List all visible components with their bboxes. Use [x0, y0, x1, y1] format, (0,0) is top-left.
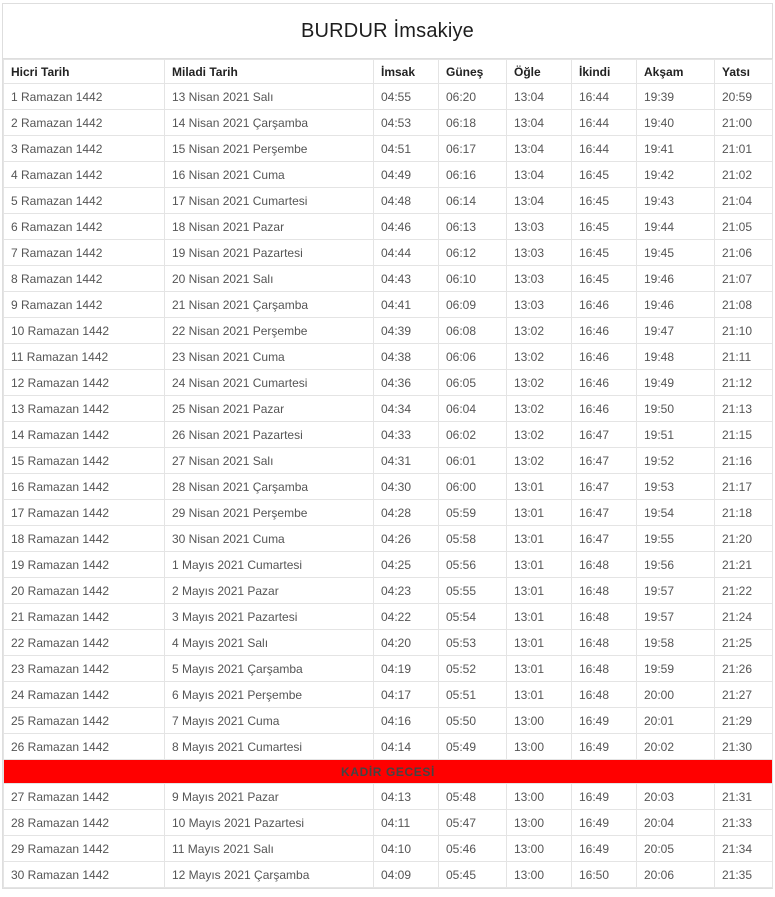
column-header-hicri-tarih: Hicri Tarih [4, 60, 165, 84]
kadir-gecesi-banner-row [4, 760, 773, 784]
imsak-cell: 04:49 [374, 162, 439, 188]
imsak-cell: 04:26 [374, 526, 439, 552]
table-row [4, 656, 773, 682]
ikindi-cell: 16:46 [572, 292, 637, 318]
yatsi-cell: 21:26 [715, 656, 773, 682]
column-header-aksam: Akşam [637, 60, 715, 84]
yatsi-cell: 21:25 [715, 630, 773, 656]
miladi-tarih-cell: 16 Nisan 2021 Cuma [165, 162, 374, 188]
gunes-cell: 05:45 [439, 862, 507, 888]
imsak-cell: 04:44 [374, 240, 439, 266]
imsak-cell: 04:11 [374, 810, 439, 836]
table-row [4, 500, 773, 526]
imsak-cell: 04:20 [374, 630, 439, 656]
gunes-cell: 05:52 [439, 656, 507, 682]
yatsi-cell: 21:15 [715, 422, 773, 448]
yatsi-cell: 21:04 [715, 188, 773, 214]
table-row [4, 240, 773, 266]
hicri-tarih-cell: 4 Ramazan 1442 [4, 162, 165, 188]
ogle-cell: 13:04 [507, 188, 572, 214]
ikindi-cell: 16:46 [572, 396, 637, 422]
gunes-cell: 06:20 [439, 84, 507, 110]
ogle-cell: 13:02 [507, 318, 572, 344]
imsak-cell: 04:22 [374, 604, 439, 630]
table-row [4, 682, 773, 708]
imsak-cell: 04:10 [374, 836, 439, 862]
ogle-cell: 13:01 [507, 630, 572, 656]
miladi-tarih-cell: 24 Nisan 2021 Cumartesi [165, 370, 374, 396]
yatsi-cell: 21:00 [715, 110, 773, 136]
miladi-tarih-cell: 11 Mayıs 2021 Salı [165, 836, 374, 862]
miladi-tarih-cell: 5 Mayıs 2021 Çarşamba [165, 656, 374, 682]
aksam-cell: 19:43 [637, 188, 715, 214]
hicri-tarih-cell: 22 Ramazan 1442 [4, 630, 165, 656]
miladi-tarih-cell: 17 Nisan 2021 Cumartesi [165, 188, 374, 214]
ogle-cell: 13:00 [507, 836, 572, 862]
ogle-cell: 13:00 [507, 734, 572, 760]
ogle-cell: 13:02 [507, 344, 572, 370]
kadir-gecesi-label: KADİR GECESİ [4, 760, 773, 784]
hicri-tarih-cell: 11 Ramazan 1442 [4, 344, 165, 370]
table-row [4, 84, 773, 110]
ikindi-cell: 16:44 [572, 84, 637, 110]
gunes-cell: 06:13 [439, 214, 507, 240]
hicri-tarih-cell: 10 Ramazan 1442 [4, 318, 165, 344]
gunes-cell: 05:50 [439, 708, 507, 734]
table-row [4, 630, 773, 656]
miladi-tarih-cell: 10 Mayıs 2021 Pazartesi [165, 810, 374, 836]
hicri-tarih-cell: 26 Ramazan 1442 [4, 734, 165, 760]
ikindi-cell: 16:44 [572, 110, 637, 136]
ikindi-cell: 16:48 [572, 682, 637, 708]
ikindi-cell: 16:45 [572, 240, 637, 266]
ogle-cell: 13:04 [507, 84, 572, 110]
yatsi-cell: 21:05 [715, 214, 773, 240]
ikindi-cell: 16:45 [572, 188, 637, 214]
aksam-cell: 19:47 [637, 318, 715, 344]
ogle-cell: 13:01 [507, 656, 572, 682]
miladi-tarih-cell: 6 Mayıs 2021 Perşembe [165, 682, 374, 708]
ogle-cell: 13:01 [507, 604, 572, 630]
ikindi-cell: 16:47 [572, 500, 637, 526]
ogle-cell: 13:01 [507, 682, 572, 708]
imsakiye-widget [2, 3, 773, 889]
ogle-cell: 13:01 [507, 552, 572, 578]
aksam-cell: 19:40 [637, 110, 715, 136]
gunes-cell: 06:05 [439, 370, 507, 396]
imsak-cell: 04:09 [374, 862, 439, 888]
miladi-tarih-cell: 26 Nisan 2021 Pazartesi [165, 422, 374, 448]
ikindi-cell: 16:46 [572, 344, 637, 370]
aksam-cell: 19:39 [637, 84, 715, 110]
miladi-tarih-cell: 22 Nisan 2021 Perşembe [165, 318, 374, 344]
table-row [4, 810, 773, 836]
imsak-cell: 04:13 [374, 784, 439, 810]
gunes-cell: 06:06 [439, 344, 507, 370]
gunes-cell: 05:56 [439, 552, 507, 578]
gunes-cell: 05:58 [439, 526, 507, 552]
imsak-cell: 04:39 [374, 318, 439, 344]
aksam-cell: 20:02 [637, 734, 715, 760]
aksam-cell: 20:01 [637, 708, 715, 734]
ogle-cell: 13:02 [507, 448, 572, 474]
miladi-tarih-cell: 9 Mayıs 2021 Pazar [165, 784, 374, 810]
yatsi-cell: 21:31 [715, 784, 773, 810]
yatsi-cell: 21:24 [715, 604, 773, 630]
miladi-tarih-cell: 8 Mayıs 2021 Cumartesi [165, 734, 374, 760]
ogle-cell: 13:03 [507, 240, 572, 266]
ikindi-cell: 16:49 [572, 784, 637, 810]
gunes-cell: 06:04 [439, 396, 507, 422]
ikindi-cell: 16:46 [572, 370, 637, 396]
ikindi-cell: 16:49 [572, 708, 637, 734]
yatsi-cell: 21:33 [715, 810, 773, 836]
miladi-tarih-cell: 30 Nisan 2021 Cuma [165, 526, 374, 552]
ikindi-cell: 16:49 [572, 836, 637, 862]
imsak-cell: 04:28 [374, 500, 439, 526]
ogle-cell: 13:04 [507, 110, 572, 136]
miladi-tarih-cell: 18 Nisan 2021 Pazar [165, 214, 374, 240]
yatsi-cell: 21:20 [715, 526, 773, 552]
gunes-cell: 05:55 [439, 578, 507, 604]
aksam-cell: 19:55 [637, 526, 715, 552]
ikindi-cell: 16:46 [572, 318, 637, 344]
yatsi-cell: 21:10 [715, 318, 773, 344]
aksam-cell: 19:49 [637, 370, 715, 396]
ogle-cell: 13:01 [507, 500, 572, 526]
gunes-cell: 05:51 [439, 682, 507, 708]
table-row [4, 836, 773, 862]
gunes-cell: 06:16 [439, 162, 507, 188]
miladi-tarih-cell: 21 Nisan 2021 Çarşamba [165, 292, 374, 318]
table-row [4, 708, 773, 734]
gunes-cell: 05:47 [439, 810, 507, 836]
miladi-tarih-cell: 1 Mayıs 2021 Cumartesi [165, 552, 374, 578]
table-header-row [4, 60, 773, 84]
gunes-cell: 06:10 [439, 266, 507, 292]
miladi-tarih-cell: 28 Nisan 2021 Çarşamba [165, 474, 374, 500]
yatsi-cell: 21:02 [715, 162, 773, 188]
ogle-cell: 13:04 [507, 136, 572, 162]
hicri-tarih-cell: 12 Ramazan 1442 [4, 370, 165, 396]
column-header-gunes: Güneş [439, 60, 507, 84]
gunes-cell: 06:01 [439, 448, 507, 474]
gunes-cell: 05:54 [439, 604, 507, 630]
ikindi-cell: 16:48 [572, 604, 637, 630]
column-header-miladi-tarih: Miladi Tarih [165, 60, 374, 84]
column-header-ikindi: İkindi [572, 60, 637, 84]
yatsi-cell: 21:22 [715, 578, 773, 604]
ogle-cell: 13:01 [507, 578, 572, 604]
yatsi-cell: 21:18 [715, 500, 773, 526]
ogle-cell: 13:01 [507, 474, 572, 500]
gunes-cell: 05:49 [439, 734, 507, 760]
imsak-cell: 04:30 [374, 474, 439, 500]
ikindi-cell: 16:45 [572, 214, 637, 240]
table-row [4, 526, 773, 552]
ogle-cell: 13:00 [507, 810, 572, 836]
imsak-cell: 04:33 [374, 422, 439, 448]
hicri-tarih-cell: 8 Ramazan 1442 [4, 266, 165, 292]
miladi-tarih-cell: 3 Mayıs 2021 Pazartesi [165, 604, 374, 630]
table-row [4, 784, 773, 810]
ogle-cell: 13:03 [507, 292, 572, 318]
ogle-cell: 13:00 [507, 784, 572, 810]
miladi-tarih-cell: 29 Nisan 2021 Perşembe [165, 500, 374, 526]
ogle-cell: 13:02 [507, 370, 572, 396]
imsak-cell: 04:31 [374, 448, 439, 474]
yatsi-cell: 21:34 [715, 836, 773, 862]
gunes-cell: 05:48 [439, 784, 507, 810]
aksam-cell: 19:44 [637, 214, 715, 240]
table-row [4, 292, 773, 318]
hicri-tarih-cell: 3 Ramazan 1442 [4, 136, 165, 162]
hicri-tarih-cell: 25 Ramazan 1442 [4, 708, 165, 734]
ikindi-cell: 16:47 [572, 474, 637, 500]
imsak-cell: 04:25 [374, 552, 439, 578]
table-row [4, 448, 773, 474]
table-row [4, 188, 773, 214]
ogle-cell: 13:01 [507, 526, 572, 552]
page-title: BURDUR İmsakiye [3, 4, 772, 59]
gunes-cell: 06:17 [439, 136, 507, 162]
yatsi-cell: 20:59 [715, 84, 773, 110]
hicri-tarih-cell: 23 Ramazan 1442 [4, 656, 165, 682]
yatsi-cell: 21:12 [715, 370, 773, 396]
hicri-tarih-cell: 16 Ramazan 1442 [4, 474, 165, 500]
imsak-cell: 04:34 [374, 396, 439, 422]
gunes-cell: 05:53 [439, 630, 507, 656]
ikindi-cell: 16:48 [572, 630, 637, 656]
miladi-tarih-cell: 15 Nisan 2021 Perşembe [165, 136, 374, 162]
gunes-cell: 06:00 [439, 474, 507, 500]
hicri-tarih-cell: 29 Ramazan 1442 [4, 836, 165, 862]
aksam-cell: 19:58 [637, 630, 715, 656]
ikindi-cell: 16:48 [572, 552, 637, 578]
aksam-cell: 19:50 [637, 396, 715, 422]
hicri-tarih-cell: 28 Ramazan 1442 [4, 810, 165, 836]
aksam-cell: 20:00 [637, 682, 715, 708]
miladi-tarih-cell: 2 Mayıs 2021 Pazar [165, 578, 374, 604]
yatsi-cell: 21:27 [715, 682, 773, 708]
table-row [4, 862, 773, 888]
gunes-cell: 06:08 [439, 318, 507, 344]
ogle-cell: 13:02 [507, 422, 572, 448]
aksam-cell: 19:41 [637, 136, 715, 162]
ogle-cell: 13:02 [507, 396, 572, 422]
imsak-cell: 04:41 [374, 292, 439, 318]
ogle-cell: 13:00 [507, 708, 572, 734]
ogle-cell: 13:03 [507, 214, 572, 240]
aksam-cell: 20:04 [637, 810, 715, 836]
column-header-ogle: Öğle [507, 60, 572, 84]
table-row [4, 162, 773, 188]
column-header-imsak: İmsak [374, 60, 439, 84]
aksam-cell: 20:05 [637, 836, 715, 862]
hicri-tarih-cell: 13 Ramazan 1442 [4, 396, 165, 422]
yatsi-cell: 21:11 [715, 344, 773, 370]
yatsi-cell: 21:06 [715, 240, 773, 266]
imsak-cell: 04:55 [374, 84, 439, 110]
imsak-cell: 04:51 [374, 136, 439, 162]
miladi-tarih-cell: 27 Nisan 2021 Salı [165, 448, 374, 474]
hicri-tarih-cell: 7 Ramazan 1442 [4, 240, 165, 266]
aksam-cell: 19:57 [637, 604, 715, 630]
ikindi-cell: 16:49 [572, 734, 637, 760]
miladi-tarih-cell: 13 Nisan 2021 Salı [165, 84, 374, 110]
aksam-cell: 20:03 [637, 784, 715, 810]
imsak-cell: 04:16 [374, 708, 439, 734]
hicri-tarih-cell: 24 Ramazan 1442 [4, 682, 165, 708]
yatsi-cell: 21:29 [715, 708, 773, 734]
gunes-cell: 06:12 [439, 240, 507, 266]
table-row [4, 578, 773, 604]
imsakiye-table [3, 59, 773, 888]
imsak-cell: 04:43 [374, 266, 439, 292]
aksam-cell: 19:51 [637, 422, 715, 448]
aksam-cell: 19:52 [637, 448, 715, 474]
imsak-cell: 04:46 [374, 214, 439, 240]
yatsi-cell: 21:21 [715, 552, 773, 578]
ikindi-cell: 16:47 [572, 526, 637, 552]
imsak-cell: 04:38 [374, 344, 439, 370]
hicri-tarih-cell: 1 Ramazan 1442 [4, 84, 165, 110]
gunes-cell: 06:09 [439, 292, 507, 318]
yatsi-cell: 21:17 [715, 474, 773, 500]
miladi-tarih-cell: 23 Nisan 2021 Cuma [165, 344, 374, 370]
aksam-cell: 19:42 [637, 162, 715, 188]
miladi-tarih-cell: 25 Nisan 2021 Pazar [165, 396, 374, 422]
aksam-cell: 19:53 [637, 474, 715, 500]
miladi-tarih-cell: 14 Nisan 2021 Çarşamba [165, 110, 374, 136]
aksam-cell: 19:59 [637, 656, 715, 682]
table-row [4, 734, 773, 760]
hicri-tarih-cell: 30 Ramazan 1442 [4, 862, 165, 888]
yatsi-cell: 21:30 [715, 734, 773, 760]
table-row [4, 110, 773, 136]
miladi-tarih-cell: 20 Nisan 2021 Salı [165, 266, 374, 292]
aksam-cell: 19:45 [637, 240, 715, 266]
hicri-tarih-cell: 2 Ramazan 1442 [4, 110, 165, 136]
hicri-tarih-cell: 18 Ramazan 1442 [4, 526, 165, 552]
hicri-tarih-cell: 21 Ramazan 1442 [4, 604, 165, 630]
ikindi-cell: 16:48 [572, 656, 637, 682]
imsak-cell: 04:48 [374, 188, 439, 214]
yatsi-cell: 21:01 [715, 136, 773, 162]
ikindi-cell: 16:47 [572, 422, 637, 448]
table-row [4, 318, 773, 344]
aksam-cell: 19:46 [637, 292, 715, 318]
table-row [4, 474, 773, 500]
table-row [4, 552, 773, 578]
miladi-tarih-cell: 7 Mayıs 2021 Cuma [165, 708, 374, 734]
imsak-cell: 04:53 [374, 110, 439, 136]
gunes-cell: 06:14 [439, 188, 507, 214]
ikindi-cell: 16:50 [572, 862, 637, 888]
aksam-cell: 19:48 [637, 344, 715, 370]
gunes-cell: 05:46 [439, 836, 507, 862]
imsak-cell: 04:17 [374, 682, 439, 708]
ogle-cell: 13:03 [507, 266, 572, 292]
hicri-tarih-cell: 17 Ramazan 1442 [4, 500, 165, 526]
hicri-tarih-cell: 15 Ramazan 1442 [4, 448, 165, 474]
imsak-cell: 04:36 [374, 370, 439, 396]
yatsi-cell: 21:07 [715, 266, 773, 292]
ogle-cell: 13:04 [507, 162, 572, 188]
ikindi-cell: 16:45 [572, 266, 637, 292]
hicri-tarih-cell: 19 Ramazan 1442 [4, 552, 165, 578]
table-row [4, 370, 773, 396]
ikindi-cell: 16:44 [572, 136, 637, 162]
column-header-yatsi: Yatsı [715, 60, 773, 84]
table-row [4, 396, 773, 422]
gunes-cell: 06:02 [439, 422, 507, 448]
gunes-cell: 05:59 [439, 500, 507, 526]
hicri-tarih-cell: 5 Ramazan 1442 [4, 188, 165, 214]
yatsi-cell: 21:16 [715, 448, 773, 474]
miladi-tarih-cell: 12 Mayıs 2021 Çarşamba [165, 862, 374, 888]
aksam-cell: 20:06 [637, 862, 715, 888]
imsak-cell: 04:14 [374, 734, 439, 760]
miladi-tarih-cell: 19 Nisan 2021 Pazartesi [165, 240, 374, 266]
aksam-cell: 19:57 [637, 578, 715, 604]
gunes-cell: 06:18 [439, 110, 507, 136]
hicri-tarih-cell: 9 Ramazan 1442 [4, 292, 165, 318]
table-row [4, 422, 773, 448]
hicri-tarih-cell: 6 Ramazan 1442 [4, 214, 165, 240]
miladi-tarih-cell: 4 Mayıs 2021 Salı [165, 630, 374, 656]
table-row [4, 214, 773, 240]
ikindi-cell: 16:48 [572, 578, 637, 604]
hicri-tarih-cell: 20 Ramazan 1442 [4, 578, 165, 604]
yatsi-cell: 21:35 [715, 862, 773, 888]
hicri-tarih-cell: 14 Ramazan 1442 [4, 422, 165, 448]
table-row [4, 136, 773, 162]
aksam-cell: 19:56 [637, 552, 715, 578]
imsak-cell: 04:23 [374, 578, 439, 604]
yatsi-cell: 21:08 [715, 292, 773, 318]
ikindi-cell: 16:49 [572, 810, 637, 836]
aksam-cell: 19:46 [637, 266, 715, 292]
ogle-cell: 13:00 [507, 862, 572, 888]
table-row [4, 604, 773, 630]
aksam-cell: 19:54 [637, 500, 715, 526]
ikindi-cell: 16:47 [572, 448, 637, 474]
table-row [4, 344, 773, 370]
imsak-cell: 04:19 [374, 656, 439, 682]
hicri-tarih-cell: 27 Ramazan 1442 [4, 784, 165, 810]
ikindi-cell: 16:45 [572, 162, 637, 188]
table-row [4, 266, 773, 292]
yatsi-cell: 21:13 [715, 396, 773, 422]
